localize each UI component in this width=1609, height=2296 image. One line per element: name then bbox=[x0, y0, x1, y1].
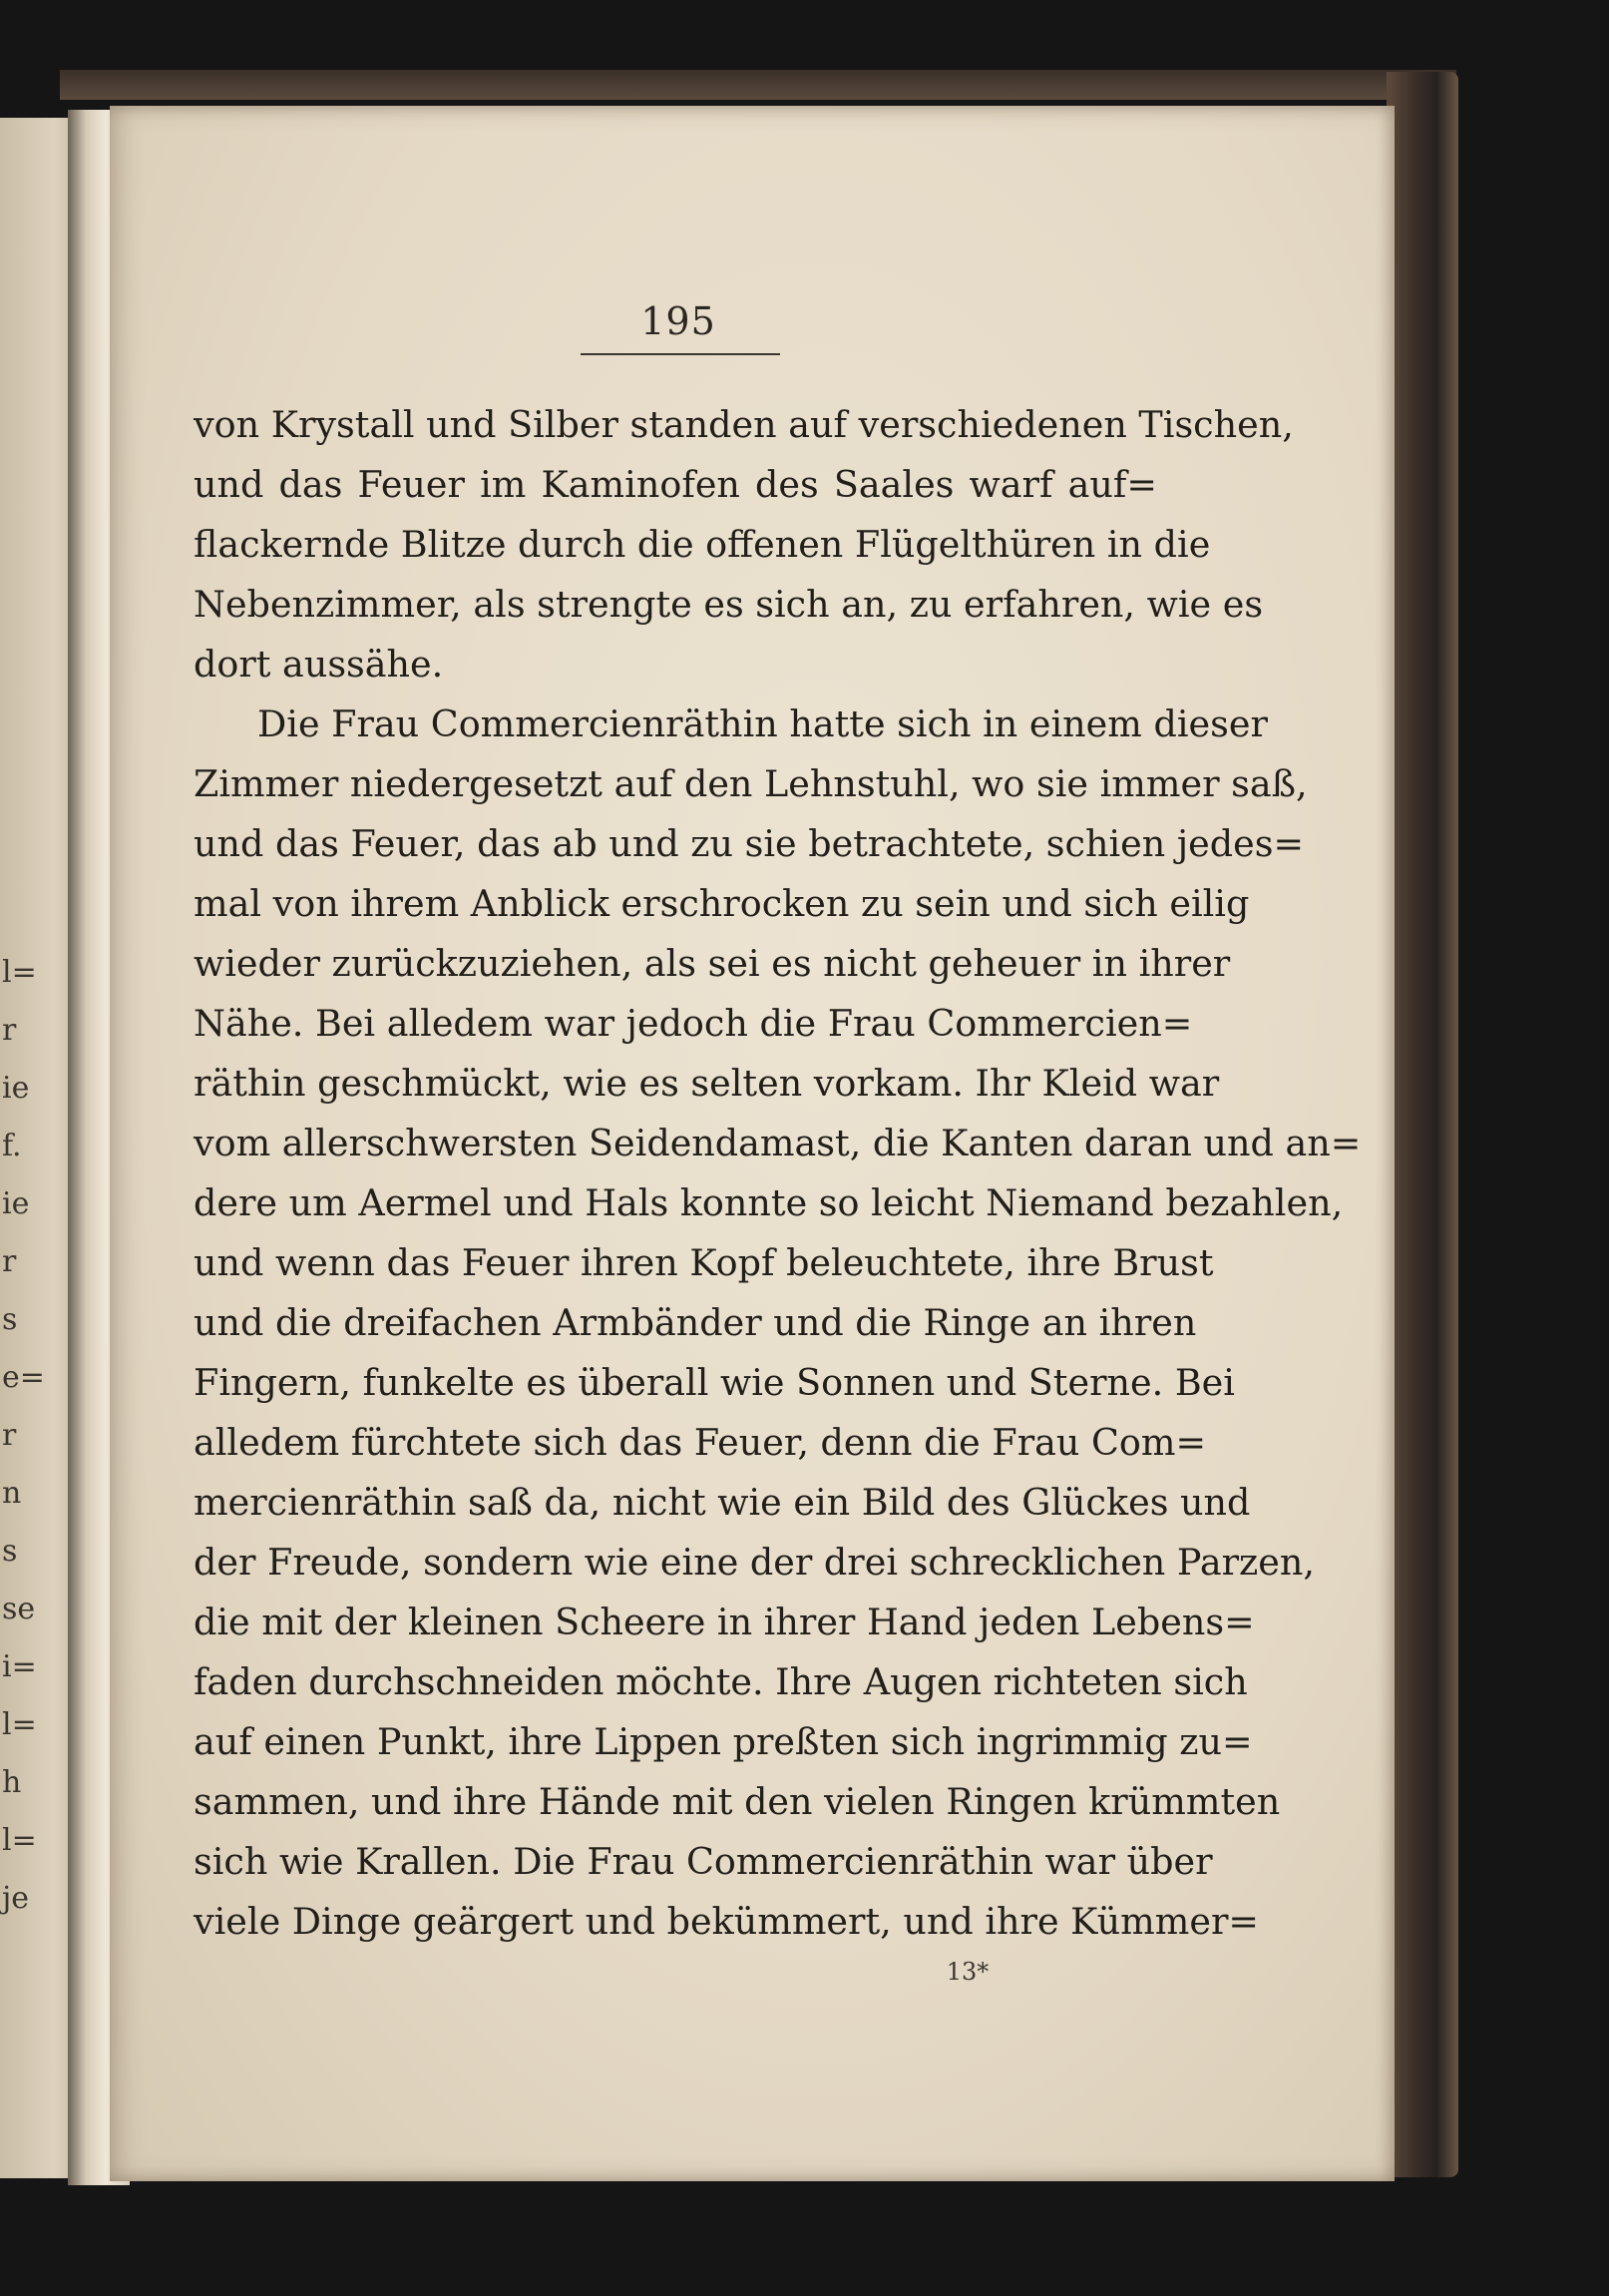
left-page-fragment: s bbox=[2, 1302, 18, 1337]
text-line: Fingern, funkelte es überall wie Sonnen und Sterne. Bei bbox=[194, 1361, 1235, 1404]
text-line: flackernde Blitze durch die offenen Flügelthüren in die bbox=[194, 523, 1211, 566]
left-page-fragment: l= bbox=[2, 1823, 37, 1858]
left-page-fragment: ie bbox=[2, 1071, 30, 1106]
header-rule bbox=[581, 353, 780, 355]
signature-mark: 13* bbox=[946, 1958, 990, 1986]
text-line: sich wie Krallen. Die Frau Commercienräthin war über bbox=[194, 1840, 1213, 1883]
text-line: viele Dinge geärgert und bekümmert, und ihre Kümmer= bbox=[194, 1900, 1259, 1943]
left-page-fragment: h bbox=[2, 1765, 22, 1800]
page-body-text bbox=[194, 395, 1362, 1952]
text-line: und wenn das Feuer ihren Kopf beleuchtete, ihre Brust bbox=[194, 1241, 1214, 1284]
text-line: Nähe. Bei alledem war jedoch die Frau Commercien= bbox=[194, 1002, 1193, 1045]
text-line: alledem fürchtete sich das Feuer, denn die Frau Com= bbox=[194, 1421, 1207, 1464]
text-line: wieder zurückzuziehen, als sei es nicht geheuer in ihrer bbox=[194, 942, 1231, 985]
left-page-fragment: n bbox=[2, 1476, 22, 1511]
text-line: Nebenzimmer, als strengte es sich an, zu erfahren, wie es bbox=[194, 583, 1264, 626]
left-page-fragment: ie bbox=[2, 1186, 30, 1221]
left-page-fragment: l= bbox=[2, 955, 37, 990]
text-line: Die Frau Commercienräthin hatte sich in einem dieser bbox=[257, 702, 1268, 745]
text-line: und das Feuer im Kaminofen des Saales warf auf= bbox=[194, 463, 1157, 506]
page-number: 195 bbox=[640, 299, 716, 343]
text-line: mercienräthin saß da, nicht wie ein Bild des Glückes und bbox=[194, 1481, 1251, 1524]
left-page-fragment: l= bbox=[2, 1707, 37, 1742]
left-page-fragment: se bbox=[2, 1592, 36, 1626]
left-page-fragment: r bbox=[2, 1244, 17, 1279]
text-line: dort aussähe. bbox=[194, 643, 444, 686]
text-line: der Freude, sondern wie eine der drei schrecklichen Parzen, bbox=[194, 1541, 1315, 1584]
text-line: auf einen Punkt, ihre Lippen preßten sich ingrimmig zu= bbox=[194, 1720, 1253, 1763]
left-page-fragment: r bbox=[2, 1013, 17, 1048]
left-page-fragment: e= bbox=[2, 1360, 45, 1395]
text-line: dere um Aermel und Hals konnte so leicht Niemand bezahlen, bbox=[194, 1181, 1344, 1224]
left-page-fragment: s bbox=[2, 1534, 18, 1569]
text-line: mal von ihrem Anblick erschrocken zu sein und sich eilig bbox=[194, 882, 1250, 925]
left-page-fragment: je bbox=[2, 1881, 30, 1916]
text-line: faden durchschneiden möchte. Ihre Augen richteten sich bbox=[194, 1660, 1248, 1703]
left-page-fragment: r bbox=[2, 1418, 17, 1453]
left-page-fragment: i= bbox=[2, 1649, 37, 1684]
text-line: Zimmer niedergesetzt auf den Lehnstuhl, wo sie immer saß, bbox=[194, 762, 1308, 805]
text-line: und das Feuer, das ab und zu sie betrachtete, schien jedes= bbox=[194, 822, 1305, 865]
left-page-fragment: f. bbox=[2, 1129, 22, 1163]
book-cover-right-edge bbox=[1387, 72, 1458, 2177]
text-line: räthin geschmückt, wie es selten vorkam. Ihr Kleid war bbox=[194, 1062, 1220, 1105]
text-line: sammen, und ihre Hände mit den vielen Ringen krümmten bbox=[194, 1780, 1281, 1823]
text-line: vom allerschwersten Seidendamast, die Kanten daran und an= bbox=[194, 1122, 1362, 1164]
text-line: die mit der kleinen Scheere in ihrer Hand jeden Lebens= bbox=[194, 1601, 1255, 1643]
text-line: von Krystall und Silber standen auf verschiedenen Tischen, bbox=[194, 403, 1294, 446]
text-line: und die dreifachen Armbänder und die Ringe an ihren bbox=[194, 1301, 1197, 1344]
book-cover-top-edge bbox=[60, 70, 1456, 100]
